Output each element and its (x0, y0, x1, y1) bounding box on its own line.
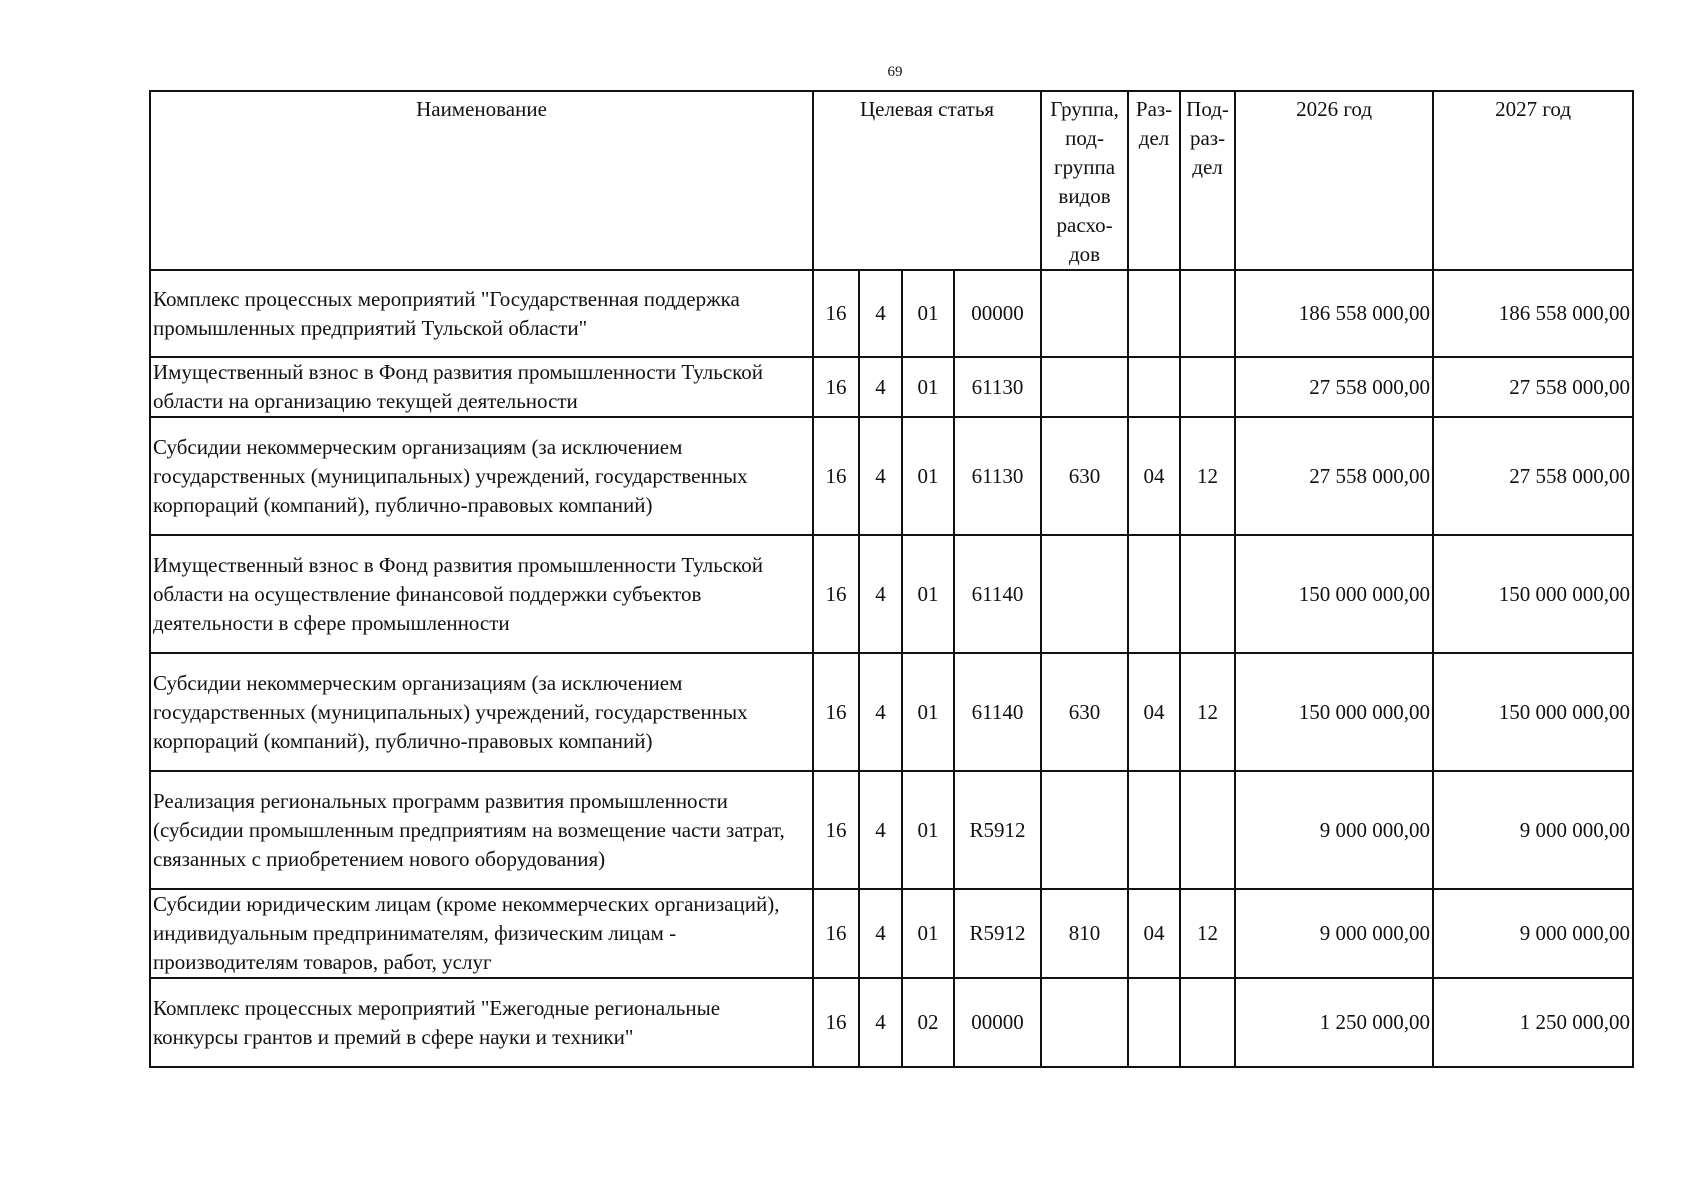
row-section (1128, 535, 1180, 653)
row-code-1: 16 (813, 978, 859, 1067)
row-subsection (1180, 535, 1235, 653)
row-code-2: 4 (859, 978, 902, 1067)
page-number: 69 (887, 64, 903, 80)
row-code-4: 61140 (954, 653, 1041, 771)
row-code-3: 01 (902, 653, 954, 771)
row-code-4: 61130 (954, 357, 1041, 417)
row-amount-2027: 150 000 000,00 (1433, 535, 1633, 653)
row-code-4: 00000 (954, 978, 1041, 1067)
table-row (150, 978, 1633, 1067)
row-amount-2027: 27 558 000,00 (1433, 417, 1633, 535)
row-code-1: 16 (813, 535, 859, 653)
row-amount-2027: 27 558 000,00 (1433, 357, 1633, 417)
row-code-2: 4 (859, 535, 902, 653)
row-code-1: 16 (813, 357, 859, 417)
table-row (150, 357, 1633, 417)
header-group: Группа, под- группа видов расхо- дов (1041, 91, 1128, 270)
row-name: Комплекс процессных мероприятий "Ежегодные региональные конкурсы грантов и премий в сфере науки и техники" (150, 978, 813, 1067)
row-amount-2026: 150 000 000,00 (1235, 535, 1433, 653)
row-amount-2027: 1 250 000,00 (1433, 978, 1633, 1067)
row-name: Имущественный взнос в Фонд развития промышленности Тульской области на организацию текущей деятельности (150, 357, 813, 417)
row-code-1: 16 (813, 889, 859, 978)
row-amount-2026: 27 558 000,00 (1235, 357, 1433, 417)
row-amount-2027: 150 000 000,00 (1433, 653, 1633, 771)
row-group: 810 (1041, 889, 1128, 978)
row-code-2: 4 (859, 889, 902, 978)
row-amount-2026: 150 000 000,00 (1235, 653, 1433, 771)
row-subsection (1180, 978, 1235, 1067)
row-amount-2026: 27 558 000,00 (1235, 417, 1433, 535)
row-amount-2026: 9 000 000,00 (1235, 889, 1433, 978)
row-subsection (1180, 771, 1235, 889)
row-code-1: 16 (813, 417, 859, 535)
row-code-3: 01 (902, 270, 954, 357)
row-code-3: 01 (902, 771, 954, 889)
row-group: 630 (1041, 417, 1128, 535)
row-amount-2027: 186 558 000,00 (1433, 270, 1633, 357)
row-amount-2026: 1 250 000,00 (1235, 978, 1433, 1067)
table-row (150, 889, 1633, 978)
row-code-2: 4 (859, 417, 902, 535)
header-target-article: Целевая статья (813, 91, 1041, 270)
row-name: Субсидии некоммерческим организациям (за исключением государственных (муниципальных) учреждений, государственных корпораций (компаний), публично-правовых компаний) (150, 653, 813, 771)
row-code-4: R5912 (954, 889, 1041, 978)
row-name: Комплекс процессных мероприятий "Государственная поддержка промышленных предприятий Тульской области" (150, 270, 813, 357)
row-code-4: 00000 (954, 270, 1041, 357)
row-group (1041, 270, 1128, 357)
row-code-2: 4 (859, 357, 902, 417)
row-amount-2027: 9 000 000,00 (1433, 889, 1633, 978)
row-amount-2027: 9 000 000,00 (1433, 771, 1633, 889)
row-section: 04 (1128, 653, 1180, 771)
row-code-3: 01 (902, 535, 954, 653)
row-name: Имущественный взнос в Фонд развития промышленности Тульской области на осуществление финансовой поддержки субъектов деятельности в сфере промышленности (150, 535, 813, 653)
row-amount-2026: 186 558 000,00 (1235, 270, 1433, 357)
row-subsection (1180, 270, 1235, 357)
row-group: 630 (1041, 653, 1128, 771)
row-name: Реализация региональных программ развития промышленности (субсидии промышленным предприятиям на возмещение части затрат, связанных с приобретением нового оборудования) (150, 771, 813, 889)
row-name: Субсидии юридическим лицам (кроме некоммерческих организаций), индивидуальным предпринимателям, физическим лицам - производителям товаров, работ, услуг (150, 889, 813, 978)
row-group (1041, 357, 1128, 417)
row-code-1: 16 (813, 270, 859, 357)
row-code-3: 01 (902, 357, 954, 417)
row-name: Субсидии некоммерческим организациям (за исключением государственных (муниципальных) учреждений, государственных корпораций (компаний), публично-правовых компаний) (150, 417, 813, 535)
row-section (1128, 270, 1180, 357)
table-row (150, 653, 1633, 771)
header-subsection: Под- раз- дел (1180, 91, 1235, 270)
row-code-4: R5912 (954, 771, 1041, 889)
row-subsection: 12 (1180, 889, 1235, 978)
row-section (1128, 978, 1180, 1067)
table-row (150, 535, 1633, 653)
row-code-3: 01 (902, 889, 954, 978)
row-section: 04 (1128, 889, 1180, 978)
header-year-2026: 2026 год (1235, 91, 1433, 270)
header-year-2027: 2027 год (1433, 91, 1633, 270)
row-subsection (1180, 357, 1235, 417)
header-row (150, 91, 1633, 270)
row-group (1041, 535, 1128, 653)
row-code-2: 4 (859, 653, 902, 771)
header-name: Наименование (150, 91, 813, 270)
row-group (1041, 978, 1128, 1067)
row-code-1: 16 (813, 771, 859, 889)
row-subsection: 12 (1180, 653, 1235, 771)
row-amount-2026: 9 000 000,00 (1235, 771, 1433, 889)
row-code-4: 61130 (954, 417, 1041, 535)
row-code-1: 16 (813, 653, 859, 771)
row-code-3: 01 (902, 417, 954, 535)
row-code-3: 02 (902, 978, 954, 1067)
header-section: Раз- дел (1128, 91, 1180, 270)
row-section: 04 (1128, 417, 1180, 535)
table-row (150, 771, 1633, 889)
row-code-2: 4 (859, 771, 902, 889)
row-group (1041, 771, 1128, 889)
row-subsection: 12 (1180, 417, 1235, 535)
row-section (1128, 357, 1180, 417)
budget-table (149, 90, 1634, 1068)
row-code-4: 61140 (954, 535, 1041, 653)
row-section (1128, 771, 1180, 889)
table-row (150, 417, 1633, 535)
row-code-2: 4 (859, 270, 902, 357)
table-row (150, 270, 1633, 357)
